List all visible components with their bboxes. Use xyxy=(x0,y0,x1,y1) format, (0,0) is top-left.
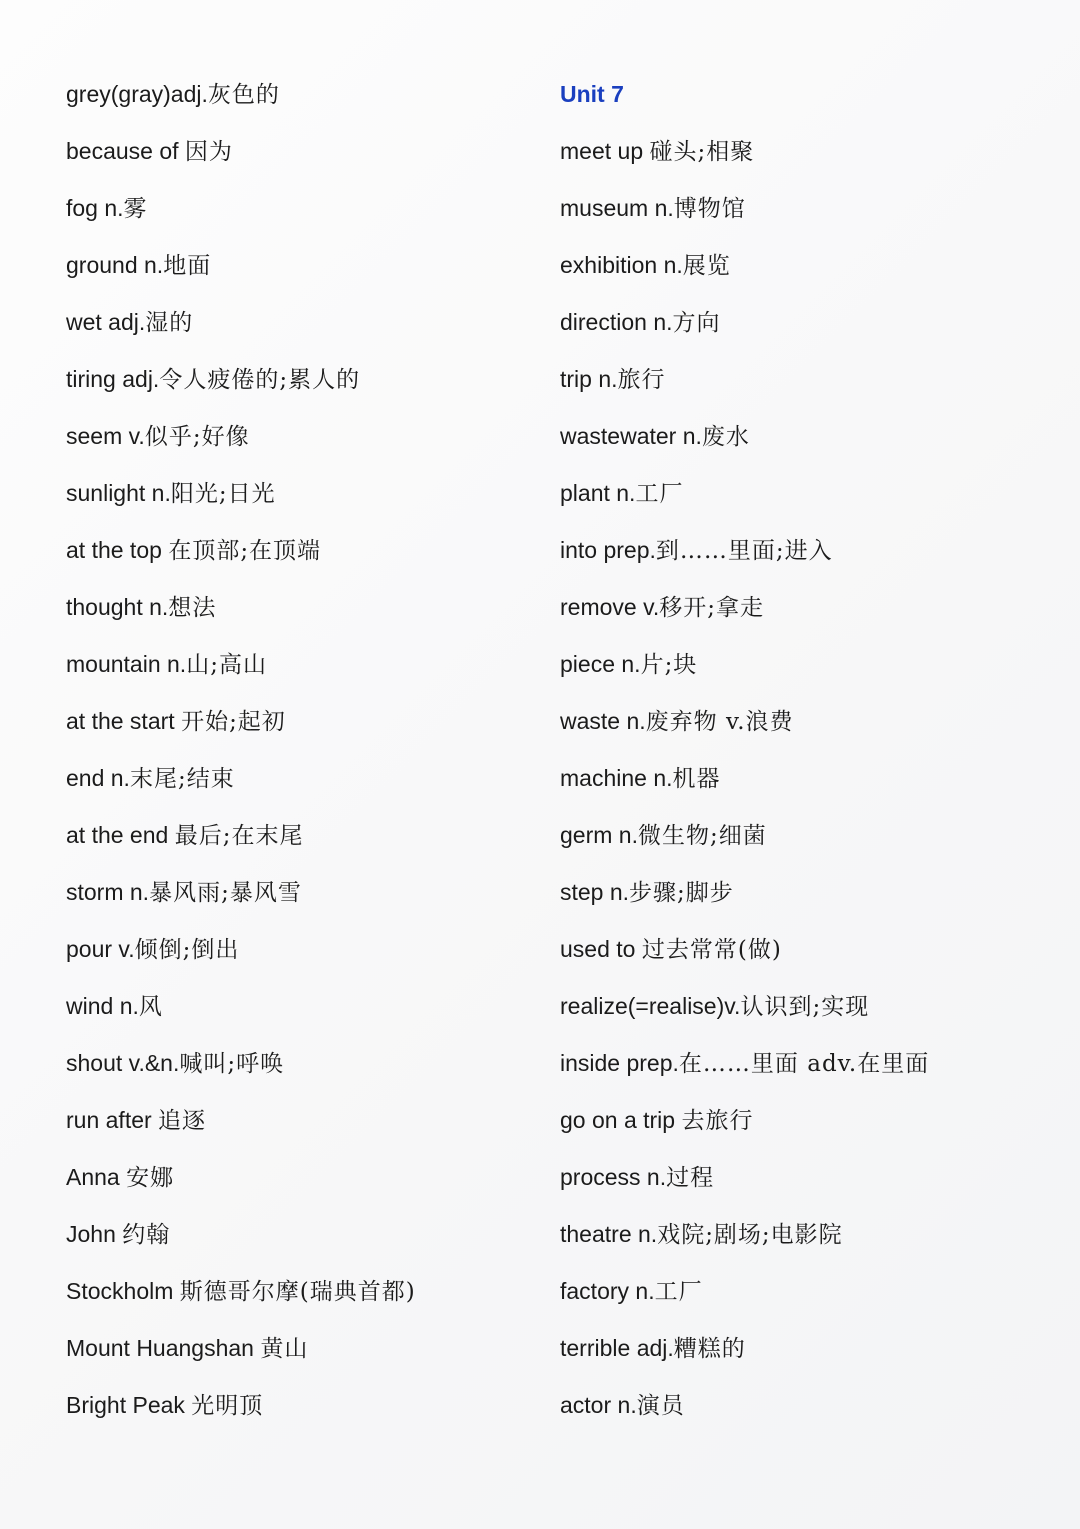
vocab-entry xyxy=(66,123,536,180)
vocab-entry xyxy=(560,1092,1040,1149)
entry-english: thought n. xyxy=(66,594,169,620)
entry-english: museum n. xyxy=(560,195,674,221)
vocab-entry xyxy=(66,807,536,864)
entry-english: wind n. xyxy=(66,993,139,1019)
entry-english: fog n. xyxy=(66,195,124,221)
vocab-entry xyxy=(66,180,536,237)
entry-chinese: 演员 xyxy=(636,1393,685,1419)
vocab-entry xyxy=(560,807,1040,864)
vocab-entry xyxy=(66,1263,536,1320)
entry-english: John xyxy=(66,1221,123,1247)
entry-english: go on a trip xyxy=(560,1107,682,1133)
vocab-entry xyxy=(560,1320,1040,1377)
entry-chinese: 戏院;剧场;电影院 xyxy=(657,1222,843,1248)
vocab-column-left xyxy=(66,66,536,1434)
vocab-entry xyxy=(66,693,536,750)
vocab-entry xyxy=(66,294,536,351)
vocab-entry xyxy=(66,66,536,123)
vocab-entry xyxy=(66,522,536,579)
entry-english: Stockholm xyxy=(66,1278,180,1304)
entry-english: terrible adj. xyxy=(560,1335,674,1361)
entry-chinese: 追逐 xyxy=(158,1108,207,1134)
vocab-entry xyxy=(66,1035,536,1092)
entry-english: sunlight n. xyxy=(66,480,171,506)
entry-english: used to xyxy=(560,936,642,962)
entry-chinese: 移开;拿走 xyxy=(659,595,765,621)
entry-chinese: 因为 xyxy=(184,139,233,165)
entry-chinese: 风 xyxy=(138,994,163,1020)
vocab-entry xyxy=(560,465,1040,522)
entry-english: shout v.&n. xyxy=(66,1050,180,1076)
entry-english: Bright Peak xyxy=(66,1392,192,1418)
vocab-entry xyxy=(66,1320,536,1377)
entry-english: ground n. xyxy=(66,252,164,278)
entry-english: end n. xyxy=(66,765,130,791)
vocab-entry xyxy=(560,1206,1040,1263)
entry-chinese: 山;高山 xyxy=(186,652,267,678)
entry-chinese: 认识到;实现 xyxy=(740,994,870,1020)
entry-english: into prep. xyxy=(560,537,656,563)
entry-chinese: 灰色的 xyxy=(207,82,280,108)
entry-chinese: 工厂 xyxy=(654,1279,703,1305)
vocab-entry xyxy=(66,1092,536,1149)
entry-chinese: 令人疲倦的;累人的 xyxy=(159,367,361,393)
entry-chinese: 方向 xyxy=(672,310,721,336)
entry-chinese: 地面 xyxy=(163,253,212,279)
entry-english: wet adj. xyxy=(66,309,146,335)
entry-chinese: 末尾;结束 xyxy=(129,766,235,792)
entry-chinese: 机器 xyxy=(672,766,721,792)
entry-english: mountain n. xyxy=(66,651,187,677)
entry-english: meet up xyxy=(560,138,650,164)
entry-english: actor n. xyxy=(560,1392,637,1418)
entry-chinese: 黄山 xyxy=(260,1336,309,1362)
entry-chinese: 似乎;好像 xyxy=(144,424,250,450)
vocab-entry xyxy=(560,1377,1040,1434)
vocab-entry xyxy=(560,522,1040,579)
vocab-entry xyxy=(560,1263,1040,1320)
entry-chinese: 在……里面 adv.在里面 xyxy=(678,1051,930,1077)
entry-chinese: 开始;起初 xyxy=(181,709,286,735)
vocab-entry xyxy=(560,294,1040,351)
vocab-entry xyxy=(560,123,1040,180)
entry-chinese: 斯德哥尔摩(瑞典首都) xyxy=(179,1279,416,1305)
vocab-entry xyxy=(560,1149,1040,1206)
entry-chinese: 到……里面;进入 xyxy=(655,538,833,564)
entry-english: piece n. xyxy=(560,651,641,677)
entry-chinese: 去旅行 xyxy=(681,1108,754,1134)
vocab-entry xyxy=(66,1149,536,1206)
entry-chinese: 片;块 xyxy=(640,652,698,678)
entry-english: step n. xyxy=(560,879,630,905)
entry-chinese: 光明顶 xyxy=(191,1393,264,1419)
vocab-entry xyxy=(560,351,1040,408)
vocab-entry xyxy=(66,465,536,522)
entry-chinese: 展览 xyxy=(682,253,731,279)
entry-english: at the top xyxy=(66,537,169,563)
entry-english: at the start xyxy=(66,708,182,734)
vocab-entry xyxy=(560,693,1040,750)
vocab-entry xyxy=(66,1377,536,1434)
entry-english: grey(gray)adj. xyxy=(66,81,208,107)
entry-english: wastewater n. xyxy=(560,423,702,449)
vocab-column-right xyxy=(560,66,1040,1434)
entry-english: direction n. xyxy=(560,309,673,335)
entry-english: realize(=realise)v. xyxy=(560,993,741,1019)
entry-chinese: 最后;在末尾 xyxy=(174,823,304,849)
entry-chinese: 想法 xyxy=(168,595,217,621)
entry-chinese: 步骤;脚步 xyxy=(629,880,734,906)
entry-english: process n. xyxy=(560,1164,667,1190)
entry-english: waste n. xyxy=(560,708,646,734)
entry-chinese: 废弃物 v.浪费 xyxy=(645,709,794,735)
entry-chinese: 糟糕的 xyxy=(673,1336,746,1362)
entry-chinese: 雾 xyxy=(123,196,148,222)
entry-chinese: 喊叫;呼唤 xyxy=(179,1051,285,1077)
entry-chinese: 约翰 xyxy=(122,1222,171,1248)
entry-chinese: 在顶部;在顶端 xyxy=(168,538,322,564)
vocab-entry xyxy=(66,237,536,294)
entry-chinese: 微生物;细菌 xyxy=(637,823,767,849)
entry-chinese: 湿的 xyxy=(145,310,194,336)
vocab-entry xyxy=(560,636,1040,693)
entry-english: germ n. xyxy=(560,822,638,848)
entry-chinese: 过去常常(做) xyxy=(641,937,782,963)
entry-english: plant n. xyxy=(560,480,636,506)
entry-english: machine n. xyxy=(560,765,673,791)
entry-english: storm n. xyxy=(66,879,150,905)
entry-english: at the end xyxy=(66,822,175,848)
entry-chinese: 倾倒;倒出 xyxy=(134,937,240,963)
vocab-entry xyxy=(66,1206,536,1263)
entry-chinese: 过程 xyxy=(666,1165,715,1191)
vocab-entry xyxy=(66,921,536,978)
vocab-entry xyxy=(560,750,1040,807)
entry-english: trip n. xyxy=(560,366,618,392)
vocab-entry xyxy=(560,180,1040,237)
entry-english: factory n. xyxy=(560,1278,655,1304)
entry-chinese: 旅行 xyxy=(617,367,666,393)
vocab-entry xyxy=(560,579,1040,636)
vocab-entry xyxy=(66,864,536,921)
entry-english: tiring adj. xyxy=(66,366,160,392)
vocab-entry xyxy=(560,408,1040,465)
vocab-entry xyxy=(560,978,1040,1035)
entry-english: seem v. xyxy=(66,423,145,449)
vocab-entry xyxy=(560,1035,1040,1092)
vocab-entry xyxy=(66,579,536,636)
entry-chinese: 碰头;相聚 xyxy=(649,139,755,165)
entry-english: because of xyxy=(66,138,185,164)
entry-chinese: 安娜 xyxy=(126,1165,175,1191)
entry-chinese: 工厂 xyxy=(635,481,684,507)
vocab-entry xyxy=(66,351,536,408)
entry-english: remove v. xyxy=(560,594,660,620)
entry-chinese: 博物馆 xyxy=(673,196,746,222)
vocab-entry xyxy=(560,864,1040,921)
entry-chinese: 暴风雨;暴风雪 xyxy=(149,880,302,906)
vocab-entry xyxy=(66,408,536,465)
vocab-entry xyxy=(560,237,1040,294)
entry-english: Anna xyxy=(66,1164,127,1190)
vocab-entry xyxy=(66,636,536,693)
entry-chinese: 阳光;日光 xyxy=(170,481,276,507)
entry-english: inside prep. xyxy=(560,1050,679,1076)
entry-english: run after xyxy=(66,1107,159,1133)
vocab-entry xyxy=(560,921,1040,978)
unit-heading: Unit 7 xyxy=(560,81,624,107)
entry-english: Mount Huangshan xyxy=(66,1335,261,1361)
entry-english: theatre n. xyxy=(560,1221,658,1247)
vocab-entry xyxy=(66,978,536,1035)
entry-chinese: 废水 xyxy=(701,424,750,450)
entry-english: exhibition n. xyxy=(560,252,683,278)
entry-english: pour v. xyxy=(66,936,135,962)
vocab-entry xyxy=(66,750,536,807)
